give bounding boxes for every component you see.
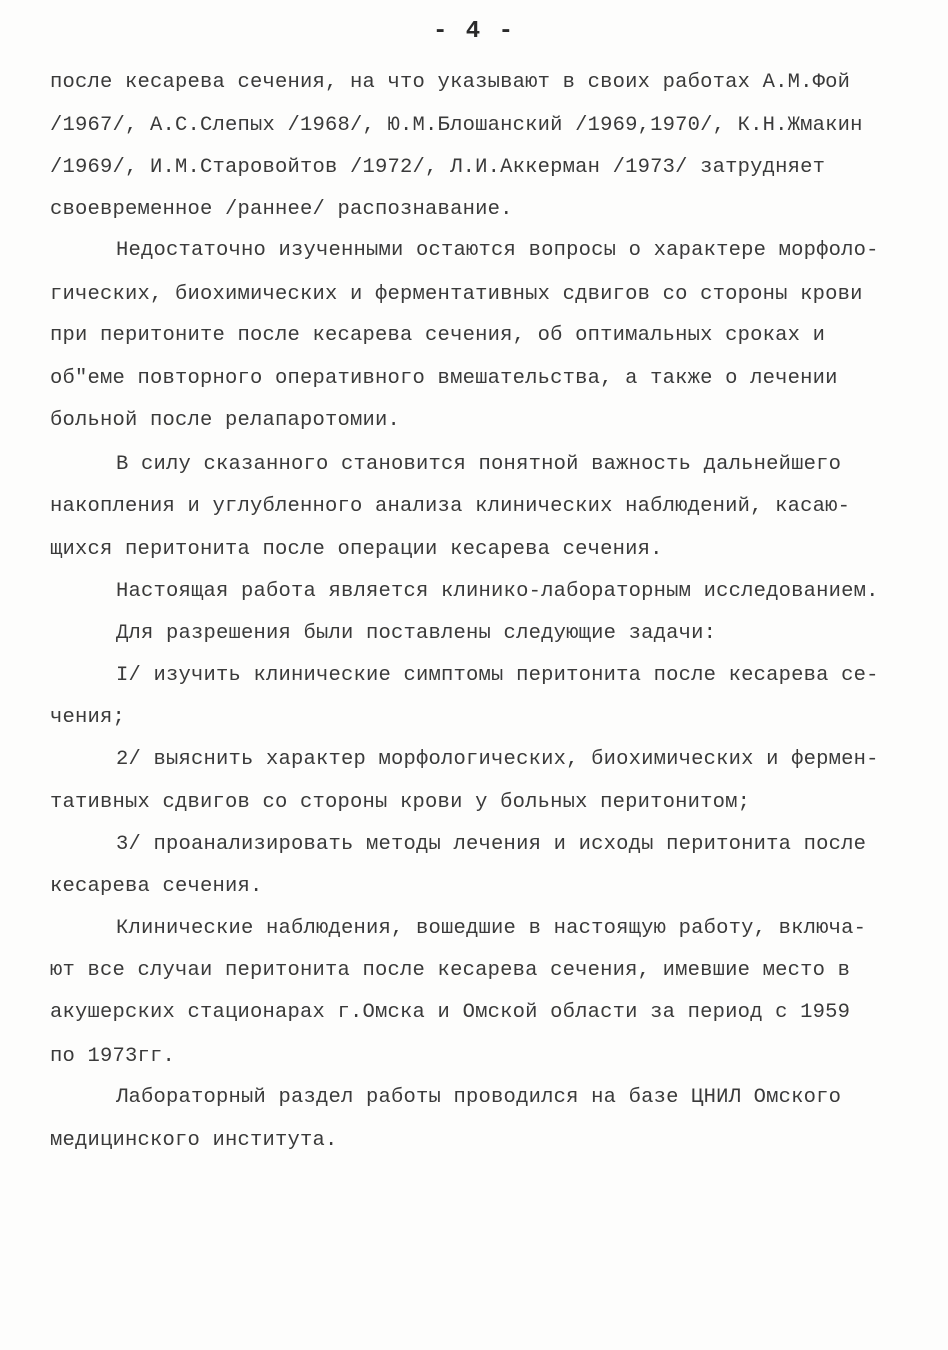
text-line: /1969/, И.М.Старовойтов /1972/, Л.И.Аккерман /1973/ затрудняет	[50, 156, 826, 179]
text-line: тативных сдвигов со стороны крови у больных перитонитом;	[50, 791, 751, 814]
text-line: накопления и углубленного анализа клинических наблюдений, касаю-	[50, 495, 851, 518]
text-line: кесарева сечения.	[50, 875, 263, 898]
text-line: щихся перитонита после операции кесарева сечения.	[50, 538, 663, 561]
text-line: после кесарева сечения, на что указывают в своих работах А.М.Фой	[50, 71, 851, 94]
paragraph-first-line: В силу сказанного становится понятной важность дальнейшего	[116, 453, 842, 476]
text-line: по 1973гг.	[50, 1045, 176, 1068]
paragraph-first-line: Для разрешения были поставлены следующие задачи:	[116, 622, 717, 645]
text-line: при перитоните после кесарева сечения, об оптимальных сроках и	[50, 324, 826, 347]
paragraph-first-line: Лабораторный раздел работы проводился на базе ЦНИЛ Омского	[116, 1086, 842, 1109]
text-line: больной после релапаротомии.	[50, 409, 401, 432]
task-item-2: 2/ выяснить характер морфологических, биохимических и фермен-	[116, 748, 879, 771]
paragraph-first-line: Недостаточно изученными остаются вопросы о характере морфоло-	[116, 239, 879, 262]
task-item-1: I/ изучить клинические симптомы перитонита после кесарева се-	[116, 664, 879, 687]
paragraph-first-line: Клинические наблюдения, вошедшие в настоящую работу, включа-	[116, 917, 867, 940]
text-line: акушерских стационарах г.Омска и Омской области за период с 1959	[50, 1001, 851, 1024]
text-line: об"еме повторного оперативного вмешательства, а также о лечении	[50, 367, 838, 390]
text-line: чения;	[50, 706, 126, 729]
text-line: медицинского института.	[50, 1129, 338, 1152]
paragraph-first-line: Настоящая работа является клинико-лабораторным исследованием.	[116, 580, 879, 603]
text-line: гических, биохимических и ферментативных сдвигов со стороны крови	[50, 283, 863, 306]
task-item-3: 3/ проанализировать методы лечения и исходы перитонита после	[116, 833, 867, 856]
text-line: ют все случаи перитонита после кесарева сечения, имевшие место в	[50, 959, 851, 982]
text-line: /1967/, А.С.Слепых /1968/, Ю.М.Блошанский /1969,1970/, К.Н.Жмакин	[50, 114, 863, 137]
text-line: своевременное /раннее/ распознавание.	[50, 198, 513, 221]
page-number: - 4 -	[432, 18, 515, 45]
